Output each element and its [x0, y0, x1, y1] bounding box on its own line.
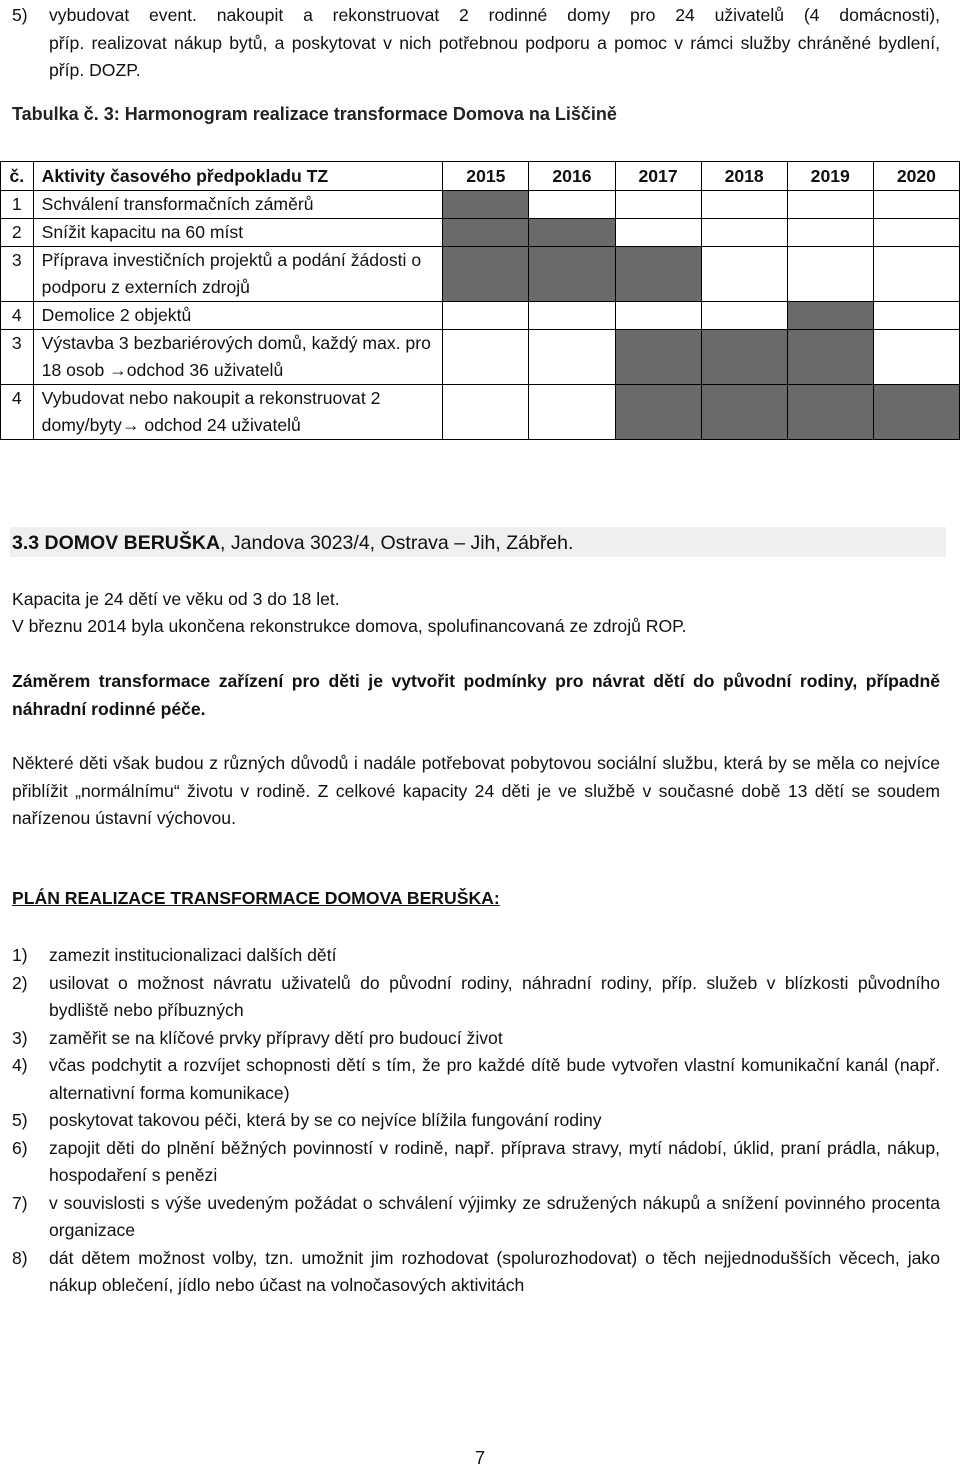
gantt-cell-active: [701, 385, 787, 440]
gantt-cell-empty: [873, 191, 959, 219]
table-row: [1, 219, 960, 247]
plan-list: [12, 942, 940, 1300]
capacity-text: Kapacita je 24 dětí ve věku od 3 do 18 let.: [12, 589, 340, 609]
plan-item-text: poskytovat takovou péči, která by se co nejvíce blížila fungování rodiny: [49, 1110, 602, 1130]
intro-list-item: [12, 2, 940, 85]
gantt-cell-empty: [443, 330, 529, 385]
row-activity: Demolice 2 objektů: [33, 302, 443, 330]
gantt-cell-empty: [529, 191, 615, 219]
gantt-cell-active: [529, 219, 615, 247]
plan-item-text: zapojit děti do plnění běžných povinností v rodině, např. příprava stravy, mytí nádobí, úklid, praní prádla, nákup, hospodaření s penězi: [49, 1137, 940, 1185]
plan-list-item: [12, 1025, 940, 1053]
plan-item-text: v souvislosti s výše uvedeným požádat o schválení výjimky ze sdružených nákupů a snížení povinného procenta organizace: [49, 1192, 940, 1240]
children-paragraph: Některé děti však budou z různých důvodů i nadále potřebovat pobytovou sociální službu, která by se měla co nejvíce přiblížit „normálnímu“ životu v rodině. Z celkové kapacity 24 děti je ve službě v současné době 13 dětí se soudem nařízenou ústavní výchovou.: [12, 753, 940, 828]
plan-list-item: [12, 1245, 940, 1300]
intro-line-2: příp. realizovat nákup bytů, a poskytovat v nich potřebnou podporu a pomoc v rámci služby chráněné bydlení, příp. DOZP.: [49, 32, 940, 80]
gantt-cell-empty: [529, 302, 615, 330]
gantt-cell-empty: [615, 219, 701, 247]
plan-list-item: [12, 1107, 940, 1135]
gantt-cell-active: [443, 191, 529, 219]
gantt-cell-active: [615, 330, 701, 385]
section-title: 3.3 DOMOV BERUŠKA: [12, 532, 221, 554]
row-number: 4: [1, 302, 34, 330]
gantt-cell-empty: [701, 191, 787, 219]
row-number: 3: [1, 330, 34, 385]
row-activity: Schválení transformačních záměrů: [33, 191, 443, 219]
table-row: [1, 247, 960, 302]
gantt-cell-empty: [787, 247, 873, 302]
section-heading: [10, 527, 946, 557]
gantt-cell-active: [443, 247, 529, 302]
gantt-cell-active: [787, 385, 873, 440]
row-activity: Snížit kapacitu na 60 míst: [33, 219, 443, 247]
gantt-cell-empty: [701, 219, 787, 247]
header-year: 2019: [787, 162, 873, 191]
gantt-cell-empty: [529, 330, 615, 385]
gantt-cell-empty: [873, 219, 959, 247]
row-activity: Vybudovat nebo nakoupit a rekonstruovat 2 domy/byty→ odchod 24 uživatelů: [33, 385, 443, 440]
plan-item-text: zaměřit se na klíčové prvky přípravy dětí pro budoucí život: [49, 1027, 503, 1048]
gantt-cell-empty: [787, 219, 873, 247]
plan-list-item: [12, 1190, 940, 1245]
plan-list-item: [12, 942, 940, 970]
gantt-cell-empty: [701, 247, 787, 302]
gantt-cell-empty: [873, 330, 959, 385]
intro-line-1: vybudovat event. nakoupit a rekonstruovat 2 rodinné domy pro 24 uživatelů (4 domácnosti),: [49, 5, 940, 25]
row-number: 4: [1, 385, 34, 440]
plan-item-number: 1): [12, 945, 28, 965]
gantt-cell-empty: [443, 385, 529, 440]
plan-heading: PLÁN REALIZACE TRANSFORMACE DOMOVA BERUŠKA:: [12, 888, 500, 908]
plan-item-number: 3): [12, 1027, 28, 1048]
header-num: č.: [1, 162, 34, 191]
gantt-cell-empty: [615, 191, 701, 219]
plan-item-number: 8): [12, 1247, 28, 1268]
header-activity: Aktivity časového předpokladu TZ: [33, 162, 443, 191]
table-header-row: [1, 162, 960, 191]
plan-list-item: [12, 1135, 940, 1190]
gantt-cell-active: [787, 330, 873, 385]
header-year: 2017: [615, 162, 701, 191]
plan-item-number: 7): [12, 1192, 28, 1213]
header-year: 2016: [529, 162, 615, 191]
table-row: [1, 191, 960, 219]
row-activity: Výstavba 3 bezbariérových domů, každý max. pro 18 osob →odchod 36 uživatelů: [33, 330, 443, 385]
reconstruction-text: V březnu 2014 byla ukončena rekonstrukce domova, spolufinancovaná ze zdrojů ROP.: [12, 616, 687, 636]
gantt-cell-active: [615, 247, 701, 302]
plan-item-text: usilovat o možnost návratu uživatelů do původní rodiny, náhradní rodiny, příp. služeb v blízkosti původního bydliště nebo příbuzných: [49, 972, 940, 1020]
gantt-cell-empty: [443, 302, 529, 330]
gantt-cell-empty: [701, 302, 787, 330]
header-year: 2015: [443, 162, 529, 191]
page-number: 7: [474, 1448, 485, 1468]
row-number: 2: [1, 219, 34, 247]
gantt-cell-empty: [529, 385, 615, 440]
gantt-cell-empty: [615, 302, 701, 330]
transformation-goal-paragraph: [12, 668, 940, 723]
plan-list-item: [12, 1052, 940, 1107]
plan-item-number: 5): [12, 1110, 28, 1130]
gantt-cell-active: [529, 247, 615, 302]
gantt-cell-empty: [787, 191, 873, 219]
row-number: 3: [1, 247, 34, 302]
transformation-goal-text: Záměrem transformace zařízení pro děti je vytvořit podmínky pro návrat dětí do původní rodiny, případně náhradní rodinné péče.: [12, 671, 940, 719]
intro-item-text: [49, 2, 940, 85]
plan-item-text: včas podchytit a rozvíjet schopnosti dětí s tím, že pro každé dítě bude vytvořen vlastní komunikační kanál (např. alternativní forma komunikace): [49, 1055, 940, 1103]
row-number: 1: [1, 191, 34, 219]
gantt-cell-empty: [873, 302, 959, 330]
plan-item-number: 2): [12, 972, 28, 993]
plan-list-item: [12, 970, 940, 1025]
plan-item-number: 4): [12, 1055, 28, 1075]
plan-item-number: 6): [12, 1137, 28, 1158]
table-row: [1, 385, 960, 440]
gantt-cell-active: [443, 219, 529, 247]
gantt-cell-active: [873, 385, 959, 440]
row-activity: Příprava investičních projektů a podání žádosti o podporu z externích zdrojů: [33, 247, 443, 302]
table-row: [1, 330, 960, 385]
gantt-cell-active: [615, 385, 701, 440]
plan-item-text: dát dětem možnost volby, tzn. umožnit jim rozhodovat (spolurozhodovat) o těch nejjednodušších věcech, jako nákup oblečení, jídlo nebo účast na volnočasových aktivitách: [49, 1247, 940, 1295]
table-caption: Tabulka č. 3: Harmonogram realizace transformace Domova na Liščině: [12, 104, 617, 124]
gantt-cell-active: [701, 330, 787, 385]
section-address: , Jandova 3023/4, Ostrava – Jih, Zábřeh.: [220, 532, 574, 554]
gantt-cell-empty: [873, 247, 959, 302]
harmonogram-table: [0, 161, 960, 440]
table-row: [1, 302, 960, 330]
gantt-cell-active: [787, 302, 873, 330]
intro-item-number: 5): [12, 5, 28, 25]
header-year: 2020: [873, 162, 959, 191]
plan-item-text: zamezit institucionalizaci dalších dětí: [49, 945, 337, 965]
header-year: 2018: [701, 162, 787, 191]
